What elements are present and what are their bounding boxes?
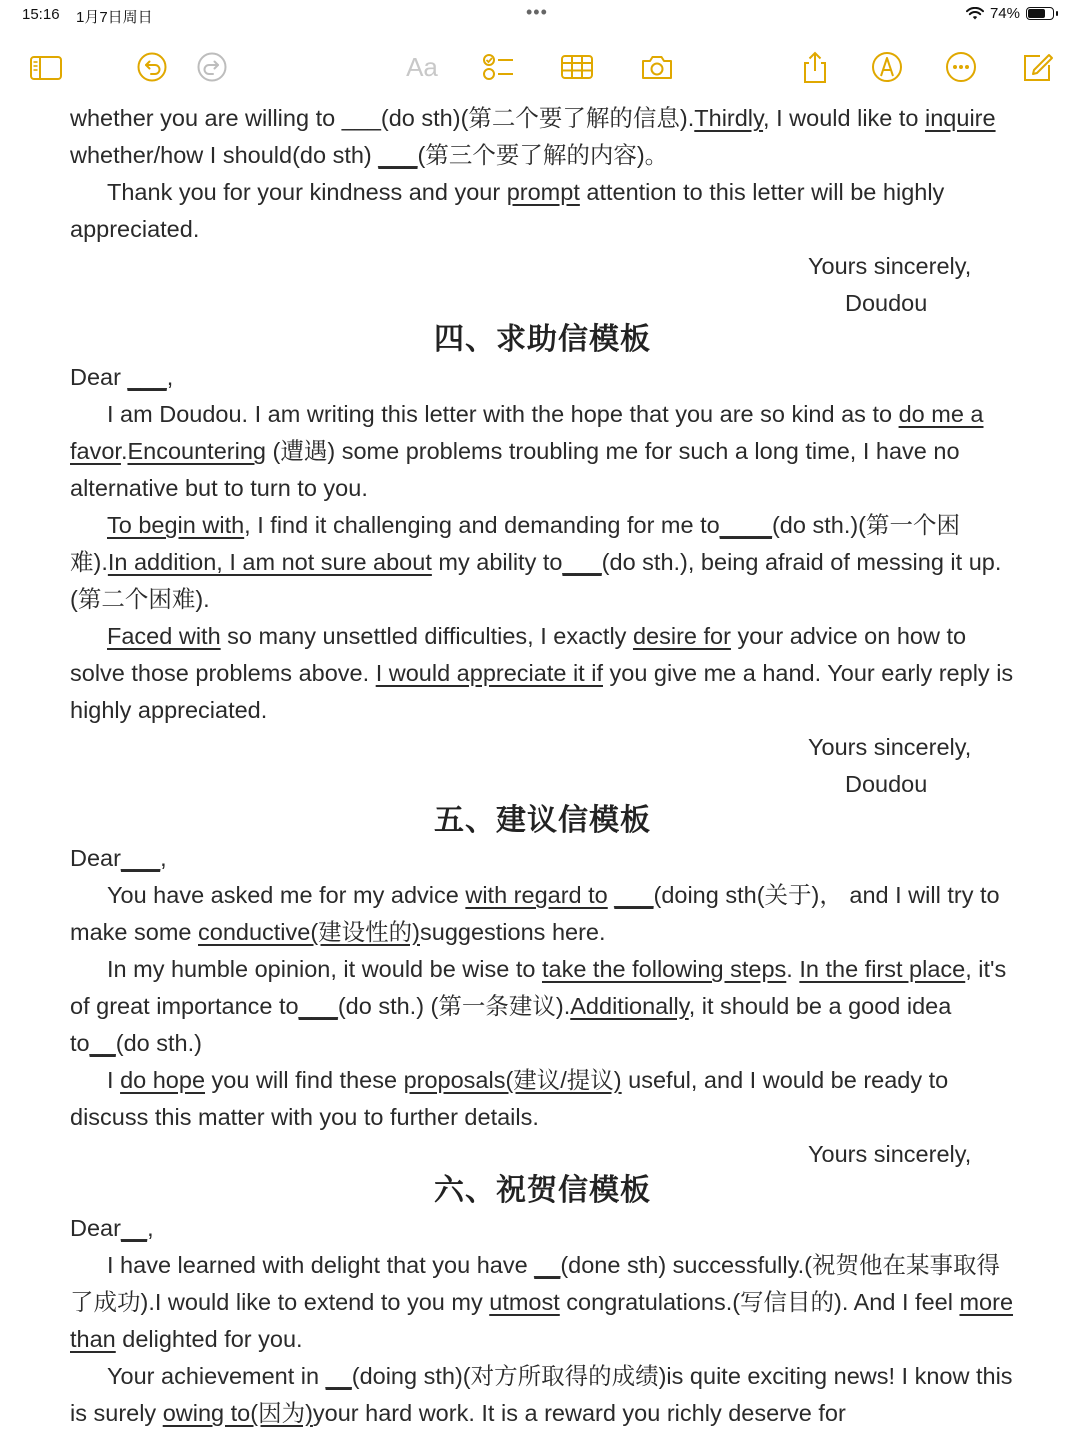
- closing: Yours sincerely,: [808, 1141, 972, 1167]
- battery-percent: 74%: [989, 5, 1020, 22]
- sidebar-icon[interactable]: [28, 50, 62, 84]
- text: whether/how I should(do sth): [70, 142, 379, 168]
- text: you will find these: [205, 1067, 404, 1093]
- paragraph: [70, 174, 1015, 248]
- text: (doing sth(关于)， and I will try to make some: [70, 882, 1000, 945]
- text: Dear: [70, 364, 128, 390]
- multitasking-dots-icon[interactable]: •••: [526, 2, 548, 22]
- underlined-phrase: Encountering: [127, 438, 266, 464]
- blank: ___: [298, 993, 338, 1019]
- underlined-phrase: In the first place: [799, 956, 966, 982]
- underlined-phrase: conductive(建设性的): [198, 919, 420, 945]
- underlined-phrase: I would appreciate it if: [375, 660, 603, 686]
- paragraph: [70, 1062, 1015, 1136]
- paragraph: [70, 1247, 1015, 1358]
- text: (do sth.) (第一条建议).: [337, 993, 571, 1019]
- text: ,: [147, 1215, 154, 1241]
- checklist-icon[interactable]: [481, 50, 515, 84]
- blank: ___: [614, 882, 654, 908]
- text: I: [107, 1067, 121, 1093]
- text: Your achievement in: [107, 1363, 326, 1389]
- text: your hard work. It is a reward you richly deserve for: [312, 1400, 846, 1426]
- blank: ____: [719, 512, 772, 538]
- underlined-phrase: To begin with: [107, 512, 245, 538]
- text: attention to this letter will be highly appreciated.: [70, 179, 945, 242]
- text: Dear: [70, 1215, 121, 1241]
- salutation: [70, 359, 1015, 396]
- paragraph: [70, 618, 1015, 729]
- text: , I find it challenging and demanding for me to: [244, 512, 720, 538]
- closing: Yours sincerely,: [808, 734, 972, 760]
- blank: __: [325, 1363, 352, 1389]
- text: You have asked me for my advice: [107, 882, 466, 908]
- paragraph: [70, 100, 1015, 174]
- underlined-phrase: desire for: [632, 623, 731, 649]
- signature: Doudou: [845, 290, 928, 316]
- text: so many unsettled difficulties, I exactly: [220, 623, 633, 649]
- text: (doing sth)(对方所取得的成绩)is quite exciting news! I know this is surely: [70, 1363, 1013, 1426]
- paragraph: [70, 1358, 1015, 1432]
- text: Thank you for your kindness and your: [107, 179, 507, 205]
- section-heading: 五、建议信模板: [434, 804, 651, 837]
- status-time: 15:16: [22, 6, 60, 23]
- text: , it's of great importance to: [70, 956, 1007, 1019]
- text: (do sth.), being afraid of messing it up.(第二个困难).: [70, 549, 1002, 612]
- blank: ___: [127, 364, 167, 390]
- underlined-phrase: Thirdly: [694, 105, 764, 131]
- salutation: [70, 1210, 1015, 1247]
- markup-pen-icon[interactable]: [870, 50, 904, 84]
- battery-icon: [1026, 7, 1054, 20]
- paragraph: [70, 507, 1015, 618]
- text: I am Doudou. I am writing this letter with the hope that you are so kind as to: [107, 401, 899, 427]
- wifi-icon: [966, 7, 984, 21]
- text: (do sth.)(第一个困难).: [70, 512, 961, 575]
- paragraph: [70, 951, 1015, 1062]
- text: ,: [160, 845, 167, 871]
- text: (done sth) successfully.(祝贺他在某事取得了成功).I would like to extend to you my: [70, 1252, 1000, 1315]
- text: ___(do sth)(第二个要了解的信息).: [341, 105, 695, 131]
- text: (第三个要了解的内容)。: [417, 142, 669, 168]
- underlined-phrase: Additionally: [570, 993, 689, 1019]
- underlined-phrase: with regard to: [465, 882, 608, 908]
- section-heading: 六、祝贺信模板: [434, 1174, 651, 1207]
- text: In my humble opinion, it would be wise to: [107, 956, 542, 982]
- section-heading: 四、求助信模板: [434, 323, 651, 356]
- paragraph: [70, 396, 1015, 507]
- text: useful, and I would be ready to discuss this matter with you to further details.: [70, 1067, 949, 1130]
- text: suggestions here.: [420, 919, 606, 945]
- more-icon[interactable]: [944, 50, 978, 84]
- text: whether you are willing to: [70, 105, 342, 131]
- underlined-phrase: take the following steps: [541, 956, 787, 982]
- notes-toolbar: [0, 40, 1080, 90]
- signature: Doudou: [845, 771, 928, 797]
- text: (遭遇) some problems troubling me for such a long time, I have no alternative but to turn to you.: [70, 438, 960, 501]
- redo-icon[interactable]: [195, 50, 229, 84]
- text: (do sth.): [115, 1030, 202, 1056]
- text: delighted for you.: [115, 1326, 303, 1352]
- blank: ___: [120, 845, 161, 871]
- salutation: [70, 840, 1015, 877]
- text-format-button[interactable]: Aa: [406, 51, 438, 82]
- text: .: [786, 956, 800, 982]
- underlined-phrase: proposals(建议/提议): [403, 1067, 622, 1093]
- text: I have learned with delight that you have: [107, 1252, 535, 1278]
- blank: __: [89, 1030, 116, 1056]
- text: congratulations.(写信目的). And I feel: [559, 1289, 960, 1315]
- battery-tip: [1056, 11, 1058, 16]
- share-icon[interactable]: [798, 50, 832, 84]
- text: your advice on how to solve those problems above.: [70, 623, 967, 686]
- status-right: [966, 5, 1058, 22]
- underlined-phrase: do hope: [120, 1067, 206, 1093]
- compose-icon[interactable]: [1020, 50, 1054, 84]
- status-bar: [0, 0, 1080, 34]
- blank: __: [534, 1252, 561, 1278]
- underlined-phrase: owing to(因为): [162, 1400, 313, 1426]
- blank: __: [120, 1215, 148, 1241]
- text: , I would like to: [763, 105, 926, 131]
- text: my ability to: [431, 549, 563, 575]
- underlined-phrase: Faced with: [107, 623, 221, 649]
- blank: ___: [562, 549, 602, 575]
- underlined-phrase: do me a favor: [70, 401, 984, 464]
- table-icon[interactable]: [560, 50, 594, 84]
- blank: ___: [378, 142, 418, 168]
- note-body[interactable]: [70, 100, 1015, 1432]
- text: ,: [166, 364, 174, 390]
- underlined-phrase: more than: [70, 1289, 1014, 1352]
- text: Dear: [70, 845, 121, 871]
- text: .: [120, 438, 128, 464]
- text: , it should be a good idea to: [70, 993, 952, 1056]
- closing: Yours sincerely,: [808, 253, 972, 279]
- underlined-phrase: In addition, I am not sure about: [107, 549, 432, 575]
- underlined-phrase: inquire: [925, 105, 996, 131]
- paragraph: [70, 877, 1015, 951]
- camera-icon[interactable]: [640, 50, 674, 84]
- status-date: 1月7日周日: [76, 9, 153, 26]
- underlined-phrase: utmost: [489, 1289, 560, 1315]
- text: you give me a hand. Your early reply is highly appreciated.: [70, 660, 1014, 723]
- undo-icon[interactable]: [135, 50, 169, 84]
- underlined-phrase: prompt: [506, 179, 580, 205]
